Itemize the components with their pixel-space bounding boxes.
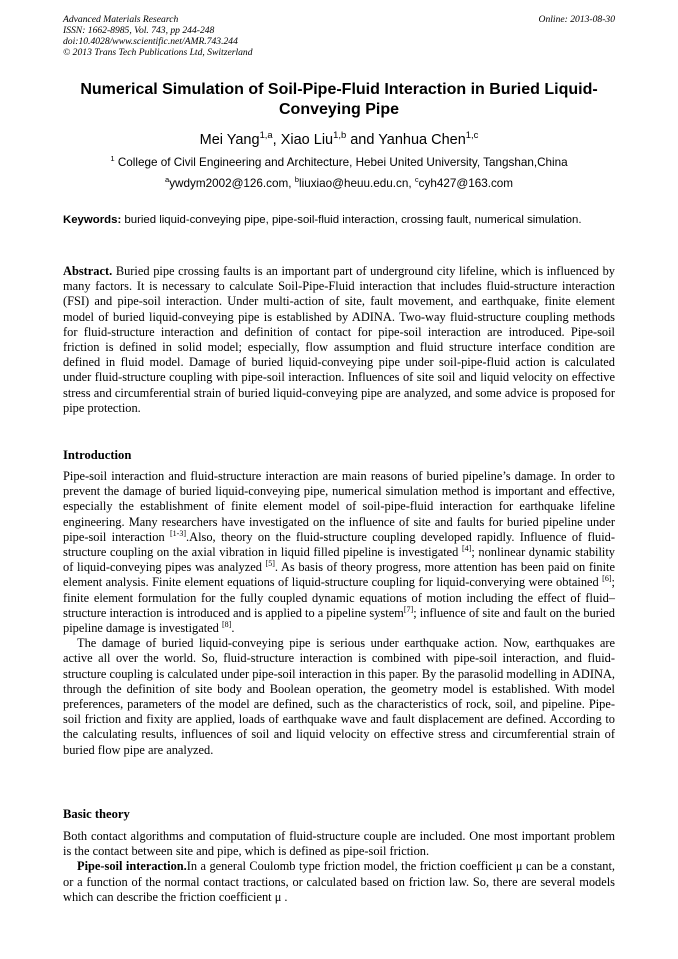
email-separator: , [408,177,415,190]
issn-line: ISSN: 1662-8985, Vol. 743, pp 244-248 [63,25,215,36]
subsection-label: Pipe-soil interaction. [77,859,187,874]
email-sup: b [294,175,299,185]
author-separator: , [272,132,281,148]
affiliation-text: College of Civil Engineering and Architecture, Hebei United University, Tangshan,China [114,156,568,169]
author-sup: 1,c [465,129,479,141]
abstract-text: Buried pipe crossing faults is an important part of underground city lifeline, which is influenced by many factors. It is necessary to calculate Soil-Pipe-Fluid interaction that includes fluid-structure interaction (FSI) and pipe-soil interaction. Under multi-action of site, fault movement, and earthquake, finite element model of buried liquid-conveying pipe is established by ADINA. Two-way fluid-structure coupling methods for fluid-structure interaction and definition of contact for pipe-soil interaction are introduced. Pipe-soil friction is defined in solid model; especially, flow assumption and fluid structure interface condition are defined in fluid model. Damage of buried liquid-conveying pipe under soil-pipe-fluid action is calculated under fluid-structure coupling with pipe-soil interaction. Influences of site soil and liquid velocity on effective stress and circumferential strain of buried liquid-conveying pipe are analyzed, and some advice is proposed for pipe protection. [63,264,615,415]
author-name: Xiao Liu [280,132,334,148]
introduction-section [63,469,615,758]
author-list [63,131,615,149]
paper-title: Numerical Simulation of Soil-Pipe-Fluid Interaction in Buried Liquid-Conveying Pipe [80,81,598,118]
affiliation-sup: 1 [110,154,115,164]
doi-line: doi:10.4028/www.scientific.net/AMR.743.244 [63,36,238,47]
citation-ref: [1-3] [169,528,187,538]
paragraph-text: ; finite element formulation for the fully coupled dynamic equations of motion including the effect of fluid–structure interaction is introduced and is applied to a pipeline system [63,575,615,620]
keywords-label: Keywords: [63,214,122,226]
basic-theory-section [63,829,615,905]
paragraph-text: . [231,621,235,636]
abstract-label: Abstract. [63,264,113,278]
paragraph-text: ; nonlinear dynamic stability of liquid-conveying pipes was analyzed [63,545,615,575]
author-separator: and [346,132,379,148]
email-separator: , [288,177,295,190]
introduction-paragraph-1 [63,469,615,636]
keywords-text: buried liquid-conveying pipe, pipe-soil-fluid interaction, crossing fault, numerical simulation. [121,214,582,226]
basic-theory-heading: Basic theory [63,807,130,821]
author-sup: 1,b [333,129,347,141]
email-sup: a [164,175,170,185]
email-address: ywdym2002@126.com [169,177,289,190]
email-address: cyh427@163.com [418,177,514,190]
basic-theory-paragraph-2 [63,859,615,905]
journal-header [63,14,615,58]
introduction-heading: Introduction [63,448,132,462]
email-address: liuxiao@heuu.edu.cn [299,177,409,190]
copyright-line: © 2013 Trans Tech Publications Ltd, Switzerland [63,47,253,58]
author-name: Mei Yang [199,132,260,148]
email-sup: c [414,175,419,185]
paragraph-text: ; influence of site and fault on the buried pipeline damage is investigated [63,605,615,636]
affiliation [63,156,615,170]
keywords-section [63,213,615,228]
paragraph-text: .Also, theory on the fluid-structure coupling developed rapidly. Influence of fluid-structure coupling on the axial vibration in liquid filled pipeline is investigated [63,529,616,560]
author-sup: 1,a [259,129,273,141]
paragraph-text: . As basis of theory progress, more attention has been paid on finite element analysis. Finite element equations of liquid-structure coupling for liquid-converying were obtained [63,560,615,590]
online-date: Online: 2013-08-30 [538,14,615,25]
citation-ref: [5] [265,559,275,569]
author-name: Yanhua Chen [378,132,466,148]
citation-ref: [8] [221,619,232,629]
basic-theory-paragraph-1: Both contact algorithms and computation of fluid-structure couple are included. One most important problem is the contact between site and pipe, which is defined as pipe-soil friction. [63,829,615,859]
journal-name: Advanced Materials Research [63,14,179,25]
abstract-section [63,264,615,416]
citation-ref: [4] [461,543,472,553]
introduction-paragraph-2: The damage of buried liquid-conveying pipe is serious under earthquake action. Now, earthquakes are active all over the world. So, fluid-structure interaction is combined with pipe-soil interaction, and fluid-structure coupling is calculated under pipe-soil interaction in this paper. By the parasolid modelling in ADINA, through the definition of site body and Boolean operation, the geometry model is established. With model preferences, parameters of the model are defined, such as the characteristics of rock, soil, and pipeline. Pipe-soil friction and fixity are applied, loads of earthquake wave and fault displacement are defined. According to the calculating results, influences of soil and liquid velocity on effective stress and circumferential strain of buried flow pipe are analyzed. [63,636,615,757]
email-list [63,177,615,191]
paragraph-text: Pipe-soil interaction and fluid-structure interaction are main reasons of buried pipeline’s damage. In order to prevent the damage of buried liquid-conveying pipe, numerical simulation method is important and effective, especially the establishment of finite element model of soil-pipe-fluid interaction for earthquake lifeline engineering. Many researchers have investigated on the influence of site and faults for buried pipeline under pipe-soil interaction [63,469,615,544]
paragraph-text: In a general Coulomb type friction model, the friction coefficient μ can be a constant, or a function of the normal contact tractions, or calculated based on friction law. So, there are several models which can describe the friction coefficient μ . [63,859,615,904]
citation-ref: [6] [602,574,612,584]
citation-ref: [7] [403,604,414,614]
